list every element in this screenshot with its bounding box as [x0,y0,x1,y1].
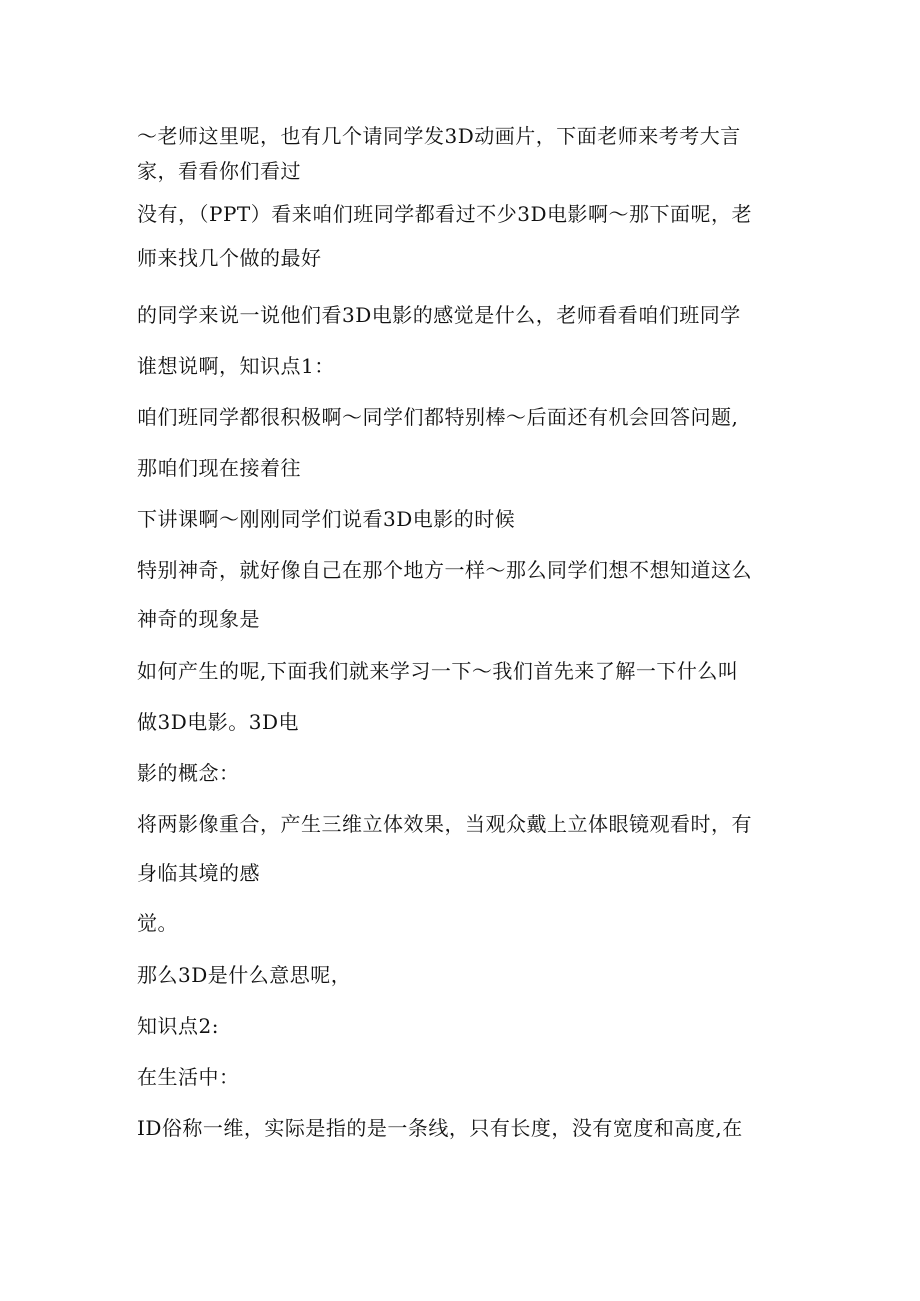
text-line: 身临其境的感 [137,861,260,885]
text-line: 谁想说啊，知识点1： [137,354,335,378]
text-line: 神奇的现象是 [137,607,260,631]
text-line: 那么3D是什么意思呢， [137,963,352,987]
text-line: 知识点2: [137,1014,219,1038]
text-line: 没有，（PPT）看来咱们班同学都看过不少3D电影啊～那下面呢，老 [137,202,753,226]
text-line: ～老师这里呢，也有几个请同学发3D动画片，下面老师来考考大言 [137,124,741,148]
text-line: 下讲课啊～刚刚同学们说看3D电影的时候 [137,507,516,531]
text-line: 如何产生的呢,下面我们就来学习一下～我们首先来了解一下什么叫 [137,659,739,683]
text-line: 影的概念： [137,761,240,785]
text-line: 将两影像重合，产生三维立体效果，当观众戴上立体眼镜观看时，有 [137,812,752,836]
text-line: 咱们班同学都很积极啊～同学们都特别棒～后面还有机会回答问题, [137,405,739,429]
text-line: 师来找几个做的最好 [137,246,322,270]
text-line: ID俗称一维，实际是指的是一条线，只有长度，没有宽度和高度,在 [137,1116,743,1140]
text-line: 家，看看你们看过 [137,159,301,183]
text-line: 觉。 [137,911,178,935]
text-line: 特别神奇，就好像自己在那个地方一样～那么同学们想不想知道这么 [137,558,752,582]
text-line: 那咱们现在接着往 [137,456,301,480]
text-line: 的同学来说一说他们看3D电影的感觉是什么，老师看看咱们班同学 [137,303,741,327]
text-line: 做3D电影。3D电 [137,710,300,734]
text-line: 在生活中： [137,1065,240,1089]
